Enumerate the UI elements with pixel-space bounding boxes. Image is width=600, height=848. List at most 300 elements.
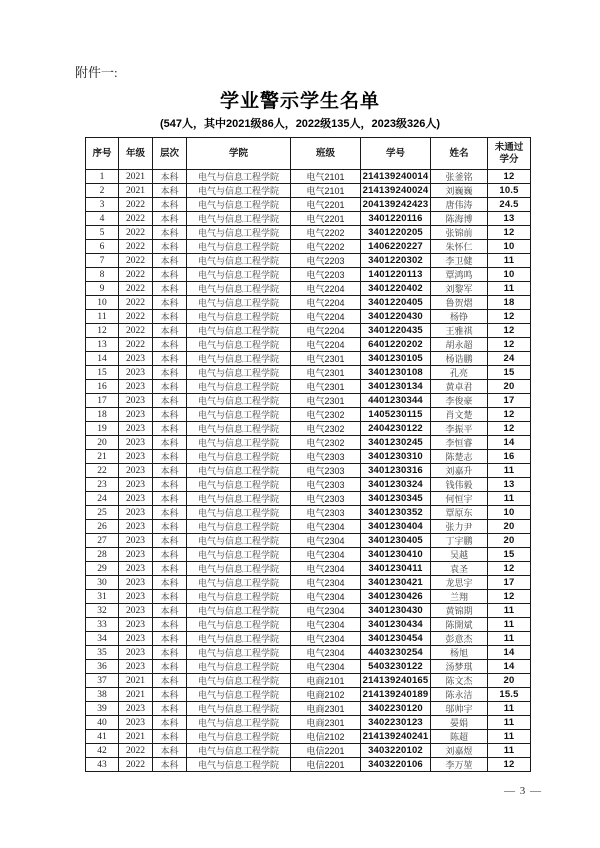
student-table [85, 137, 531, 772]
table-row [86, 660, 531, 674]
cell-student-id: 214139240241 [361, 730, 431, 744]
cell-no: 35 [86, 646, 119, 660]
cell-failed-credits: 18 [488, 296, 531, 310]
cell-name: 陈海博 [431, 212, 488, 226]
cell-grade: 2023 [119, 562, 153, 576]
cell-class: 电气2302 [291, 408, 361, 422]
cell-level: 本科 [153, 198, 187, 212]
attachment-label: 附件一: [75, 65, 118, 80]
cell-student-id: 3401220435 [361, 324, 431, 338]
cell-level: 本科 [153, 548, 187, 562]
cell-class: 电商2102 [291, 688, 361, 702]
cell-no: 31 [86, 590, 119, 604]
cell-name: 丁宇鹏 [431, 534, 488, 548]
cell-failed-credits: 11 [488, 282, 531, 296]
cell-no: 2 [86, 184, 119, 198]
cell-class: 电气2202 [291, 226, 361, 240]
cell-failed-credits: 17 [488, 394, 531, 408]
cell-failed-credits: 12 [488, 408, 531, 422]
cell-name: 邬帅宇 [431, 702, 488, 716]
cell-class: 电气2304 [291, 660, 361, 674]
cell-level: 本科 [153, 226, 187, 240]
cell-student-id: 3401230434 [361, 618, 431, 632]
cell-college: 电气与信息工程学院 [187, 506, 291, 520]
cell-student-id: 1401220113 [361, 268, 431, 282]
cell-no: 12 [86, 324, 119, 338]
cell-student-id: 214139240024 [361, 184, 431, 198]
cell-failed-credits: 11 [488, 492, 531, 506]
table-row [86, 366, 531, 380]
cell-student-id: 3401230405 [361, 534, 431, 548]
cell-failed-credits: 11 [488, 730, 531, 744]
cell-class: 电气2204 [291, 296, 361, 310]
cell-class: 电气2304 [291, 520, 361, 534]
cell-failed-credits: 11 [488, 604, 531, 618]
cell-failed-credits: 12 [488, 562, 531, 576]
cell-college: 电气与信息工程学院 [187, 338, 291, 352]
cell-failed-credits: 24 [488, 352, 531, 366]
cell-no: 13 [86, 338, 119, 352]
cell-student-id: 3401230426 [361, 590, 431, 604]
cell-class: 电气2203 [291, 268, 361, 282]
cell-name: 袁圣 [431, 562, 488, 576]
cell-no: 40 [86, 716, 119, 730]
cell-class: 电气2101 [291, 184, 361, 198]
cell-grade: 2022 [119, 240, 153, 254]
cell-no: 7 [86, 254, 119, 268]
cell-failed-credits: 11 [488, 744, 531, 758]
cell-class: 电气2301 [291, 394, 361, 408]
cell-failed-credits: 14 [488, 436, 531, 450]
cell-college: 电气与信息工程学院 [187, 716, 291, 730]
table-row [86, 702, 531, 716]
cell-class: 电气2201 [291, 198, 361, 212]
cell-student-id: 3401230345 [361, 492, 431, 506]
cell-student-id: 3401230430 [361, 604, 431, 618]
cell-college: 电气与信息工程学院 [187, 688, 291, 702]
column-header-student_id: 学号 [361, 138, 431, 170]
cell-name: 龙思宇 [431, 576, 488, 590]
cell-college: 电气与信息工程学院 [187, 576, 291, 590]
cell-grade: 2023 [119, 604, 153, 618]
cell-name: 李卫健 [431, 254, 488, 268]
cell-name: 张锦前 [431, 226, 488, 240]
cell-name: 陈開斌 [431, 618, 488, 632]
cell-no: 26 [86, 520, 119, 534]
cell-level: 本科 [153, 324, 187, 338]
cell-class: 电气2303 [291, 464, 361, 478]
cell-class: 电气2304 [291, 562, 361, 576]
column-header-level: 层次 [153, 138, 187, 170]
cell-failed-credits: 15 [488, 548, 531, 562]
cell-class: 电气2302 [291, 422, 361, 436]
cell-name: 覃鸿鸣 [431, 268, 488, 282]
cell-failed-credits: 10.5 [488, 184, 531, 198]
cell-grade: 2023 [119, 716, 153, 730]
cell-college: 电气与信息工程学院 [187, 730, 291, 744]
cell-level: 本科 [153, 464, 187, 478]
cell-class: 电信2201 [291, 744, 361, 758]
column-header-college: 学院 [187, 138, 291, 170]
cell-level: 本科 [153, 674, 187, 688]
cell-level: 本科 [153, 268, 187, 282]
cell-no: 11 [86, 310, 119, 324]
table-row [86, 548, 531, 562]
cell-failed-credits: 15 [488, 366, 531, 380]
cell-class: 电气2304 [291, 632, 361, 646]
column-header-grade: 年级 [119, 138, 153, 170]
table-row [86, 212, 531, 226]
table-row [86, 240, 531, 254]
cell-name: 钱伟毅 [431, 478, 488, 492]
cell-student-id: 3401230454 [361, 632, 431, 646]
cell-grade: 2022 [119, 268, 153, 282]
cell-name: 覃原东 [431, 506, 488, 520]
cell-class: 电气2204 [291, 338, 361, 352]
cell-student-id: 3401230316 [361, 464, 431, 478]
cell-college: 电气与信息工程学院 [187, 450, 291, 464]
table-row [86, 716, 531, 730]
cell-no: 32 [86, 604, 119, 618]
cell-student-id: 2404230122 [361, 422, 431, 436]
cell-grade: 2022 [119, 212, 153, 226]
cell-name: 陈永洁 [431, 688, 488, 702]
cell-name: 陈楚志 [431, 450, 488, 464]
cell-level: 本科 [153, 296, 187, 310]
cell-college: 电气与信息工程学院 [187, 324, 291, 338]
cell-college: 电气与信息工程学院 [187, 660, 291, 674]
table-row [86, 422, 531, 436]
cell-failed-credits: 12 [488, 758, 531, 772]
cell-student-id: 3403220102 [361, 744, 431, 758]
cell-level: 本科 [153, 394, 187, 408]
cell-student-id: 3401230105 [361, 352, 431, 366]
cell-name: 李万堃 [431, 758, 488, 772]
cell-college: 电气与信息工程学院 [187, 198, 291, 212]
cell-no: 16 [86, 380, 119, 394]
cell-class: 电气2303 [291, 492, 361, 506]
cell-no: 43 [86, 758, 119, 772]
table-row [86, 380, 531, 394]
cell-name: 杨铮 [431, 310, 488, 324]
cell-failed-credits: 11 [488, 716, 531, 730]
cell-name: 黄卓君 [431, 380, 488, 394]
cell-college: 电气与信息工程学院 [187, 618, 291, 632]
cell-college: 电气与信息工程学院 [187, 702, 291, 716]
table-row [86, 352, 531, 366]
column-header-no: 序号 [86, 138, 119, 170]
cell-college: 电气与信息工程学院 [187, 646, 291, 660]
cell-grade: 2021 [119, 184, 153, 198]
cell-class: 电气2301 [291, 380, 361, 394]
cell-failed-credits: 10 [488, 506, 531, 520]
table-row [86, 506, 531, 520]
cell-failed-credits: 10 [488, 240, 531, 254]
cell-college: 电气与信息工程学院 [187, 394, 291, 408]
cell-grade: 2023 [119, 506, 153, 520]
cell-name: 刘巍巍 [431, 184, 488, 198]
cell-grade: 2023 [119, 702, 153, 716]
cell-level: 本科 [153, 170, 187, 184]
cell-class: 电气2304 [291, 590, 361, 604]
cell-student-id: 3401220302 [361, 254, 431, 268]
cell-failed-credits: 11 [488, 618, 531, 632]
cell-student-id: 3401220116 [361, 212, 431, 226]
cell-grade: 2023 [119, 576, 153, 590]
cell-grade: 2023 [119, 492, 153, 506]
cell-college: 电气与信息工程学院 [187, 562, 291, 576]
cell-no: 21 [86, 450, 119, 464]
cell-failed-credits: 11 [488, 254, 531, 268]
table-row [86, 576, 531, 590]
cell-no: 20 [86, 436, 119, 450]
cell-no: 39 [86, 702, 119, 716]
cell-class: 电气2303 [291, 478, 361, 492]
cell-grade: 2023 [119, 660, 153, 674]
cell-level: 本科 [153, 744, 187, 758]
table-body [86, 170, 531, 772]
cell-name: 李俊豪 [431, 394, 488, 408]
cell-failed-credits: 17 [488, 576, 531, 590]
cell-college: 电气与信息工程学院 [187, 380, 291, 394]
cell-level: 本科 [153, 604, 187, 618]
cell-grade: 2023 [119, 450, 153, 464]
cell-name: 陈文杰 [431, 674, 488, 688]
cell-no: 24 [86, 492, 119, 506]
cell-college: 电气与信息工程学院 [187, 352, 291, 366]
cell-college: 电气与信息工程学院 [187, 436, 291, 450]
cell-no: 41 [86, 730, 119, 744]
cell-college: 电气与信息工程学院 [187, 170, 291, 184]
cell-grade: 2023 [119, 646, 153, 660]
cell-name: 张力尹 [431, 520, 488, 534]
cell-grade: 2021 [119, 688, 153, 702]
cell-student-id: 3403220106 [361, 758, 431, 772]
cell-student-id: 3401230421 [361, 576, 431, 590]
cell-level: 本科 [153, 380, 187, 394]
cell-no: 6 [86, 240, 119, 254]
cell-class: 电信2102 [291, 730, 361, 744]
cell-student-id: 3401230324 [361, 478, 431, 492]
cell-name: 汤梦琪 [431, 660, 488, 674]
cell-student-id: 214139240165 [361, 674, 431, 688]
cell-student-id: 3401230245 [361, 436, 431, 450]
cell-name: 李恒睿 [431, 436, 488, 450]
cell-grade: 2021 [119, 674, 153, 688]
table-row [86, 646, 531, 660]
cell-college: 电气与信息工程学院 [187, 590, 291, 604]
cell-no: 28 [86, 548, 119, 562]
cell-grade: 2022 [119, 310, 153, 324]
cell-level: 本科 [153, 688, 187, 702]
cell-class: 电气2202 [291, 240, 361, 254]
cell-no: 42 [86, 744, 119, 758]
cell-student-id: 4403230254 [361, 646, 431, 660]
cell-failed-credits: 12 [488, 226, 531, 240]
cell-grade: 2023 [119, 380, 153, 394]
cell-no: 8 [86, 268, 119, 282]
cell-failed-credits: 13 [488, 212, 531, 226]
table-row [86, 282, 531, 296]
cell-college: 电气与信息工程学院 [187, 226, 291, 240]
cell-student-id: 1405230115 [361, 408, 431, 422]
cell-level: 本科 [153, 352, 187, 366]
cell-college: 电气与信息工程学院 [187, 520, 291, 534]
cell-grade: 2023 [119, 436, 153, 450]
table-row [86, 394, 531, 408]
cell-name: 孔亮 [431, 366, 488, 380]
cell-grade: 2023 [119, 548, 153, 562]
cell-student-id: 3401220430 [361, 310, 431, 324]
cell-class: 电商2301 [291, 716, 361, 730]
cell-level: 本科 [153, 646, 187, 660]
table-header [86, 138, 531, 170]
cell-class: 电气2302 [291, 436, 361, 450]
cell-no: 30 [86, 576, 119, 590]
cell-failed-credits: 10 [488, 268, 531, 282]
table-row [86, 450, 531, 464]
table-row [86, 184, 531, 198]
column-header-failed_credits: 未通过 学分 [488, 138, 531, 170]
table-row [86, 744, 531, 758]
cell-name: 陈超 [431, 730, 488, 744]
cell-level: 本科 [153, 660, 187, 674]
table-row [86, 408, 531, 422]
cell-level: 本科 [153, 408, 187, 422]
cell-college: 电气与信息工程学院 [187, 674, 291, 688]
cell-student-id: 3401230352 [361, 506, 431, 520]
table-row [86, 338, 531, 352]
cell-level: 本科 [153, 758, 187, 772]
cell-student-id: 3401220402 [361, 282, 431, 296]
cell-class: 电气2303 [291, 450, 361, 464]
cell-level: 本科 [153, 366, 187, 380]
cell-level: 本科 [153, 212, 187, 226]
cell-no: 1 [86, 170, 119, 184]
cell-no: 37 [86, 674, 119, 688]
cell-failed-credits: 12 [488, 338, 531, 352]
cell-failed-credits: 11 [488, 464, 531, 478]
cell-no: 29 [86, 562, 119, 576]
cell-no: 19 [86, 422, 119, 436]
cell-level: 本科 [153, 576, 187, 590]
cell-class: 电气2304 [291, 576, 361, 590]
cell-college: 电气与信息工程学院 [187, 296, 291, 310]
cell-level: 本科 [153, 618, 187, 632]
cell-college: 电气与信息工程学院 [187, 184, 291, 198]
subtitle: (547人，其中2021级86人，2022级135人，2023级326人) [159, 118, 441, 130]
table-header-row [86, 138, 531, 170]
cell-class: 电气2101 [291, 170, 361, 184]
cell-level: 本科 [153, 338, 187, 352]
cell-failed-credits: 16 [488, 450, 531, 464]
cell-student-id: 214139240189 [361, 688, 431, 702]
cell-student-id: 214139240014 [361, 170, 431, 184]
cell-grade: 2023 [119, 534, 153, 548]
cell-name: 刘黎军 [431, 282, 488, 296]
cell-level: 本科 [153, 254, 187, 268]
cell-student-id: 3401230411 [361, 562, 431, 576]
cell-grade: 2023 [119, 520, 153, 534]
cell-no: 3 [86, 198, 119, 212]
table-row [86, 632, 531, 646]
cell-name: 刘嘉升 [431, 464, 488, 478]
cell-name: 刘嘉煜 [431, 744, 488, 758]
table-row [86, 674, 531, 688]
cell-no: 23 [86, 478, 119, 492]
column-header-name: 姓名 [431, 138, 488, 170]
table-row [86, 520, 531, 534]
cell-grade: 2022 [119, 338, 153, 352]
cell-failed-credits: 12 [488, 310, 531, 324]
table-row [86, 562, 531, 576]
cell-no: 4 [86, 212, 119, 226]
table-row [86, 226, 531, 240]
cell-grade: 2023 [119, 422, 153, 436]
cell-failed-credits: 13 [488, 478, 531, 492]
cell-failed-credits: 20 [488, 534, 531, 548]
table-row [86, 324, 531, 338]
cell-name: 朱怀仁 [431, 240, 488, 254]
table-row [86, 618, 531, 632]
cell-college: 电气与信息工程学院 [187, 632, 291, 646]
cell-college: 电气与信息工程学院 [187, 758, 291, 772]
cell-class: 电商2301 [291, 702, 361, 716]
cell-class: 电气2304 [291, 534, 361, 548]
cell-student-id: 3402230120 [361, 702, 431, 716]
cell-college: 电气与信息工程学院 [187, 282, 291, 296]
cell-grade: 2023 [119, 352, 153, 366]
cell-grade: 2023 [119, 478, 153, 492]
cell-student-id: 3401230134 [361, 380, 431, 394]
cell-college: 电气与信息工程学院 [187, 492, 291, 506]
cell-no: 36 [86, 660, 119, 674]
cell-grade: 2023 [119, 366, 153, 380]
cell-level: 本科 [153, 562, 187, 576]
cell-college: 电气与信息工程学院 [187, 366, 291, 380]
cell-name: 李振平 [431, 422, 488, 436]
table-row [86, 604, 531, 618]
cell-name: 黄锦期 [431, 604, 488, 618]
cell-grade: 2021 [119, 170, 153, 184]
cell-college: 电气与信息工程学院 [187, 464, 291, 478]
cell-name: 兰翔 [431, 590, 488, 604]
cell-level: 本科 [153, 184, 187, 198]
cell-grade: 2023 [119, 632, 153, 646]
cell-grade: 2022 [119, 226, 153, 240]
cell-no: 38 [86, 688, 119, 702]
cell-no: 10 [86, 296, 119, 310]
cell-class: 电气2301 [291, 366, 361, 380]
cell-grade: 2022 [119, 254, 153, 268]
cell-college: 电气与信息工程学院 [187, 408, 291, 422]
cell-class: 电气2301 [291, 352, 361, 366]
cell-failed-credits: 11 [488, 702, 531, 716]
cell-student-id: 5403230122 [361, 660, 431, 674]
cell-student-id: 4401230344 [361, 394, 431, 408]
cell-grade: 2023 [119, 394, 153, 408]
cell-no: 34 [86, 632, 119, 646]
cell-name: 何恒宇 [431, 492, 488, 506]
cell-no: 5 [86, 226, 119, 240]
cell-grade: 2023 [119, 590, 153, 604]
cell-name: 晏娟 [431, 716, 488, 730]
cell-level: 本科 [153, 534, 187, 548]
table-row [86, 198, 531, 212]
cell-level: 本科 [153, 730, 187, 744]
cell-level: 本科 [153, 702, 187, 716]
table-row [86, 296, 531, 310]
